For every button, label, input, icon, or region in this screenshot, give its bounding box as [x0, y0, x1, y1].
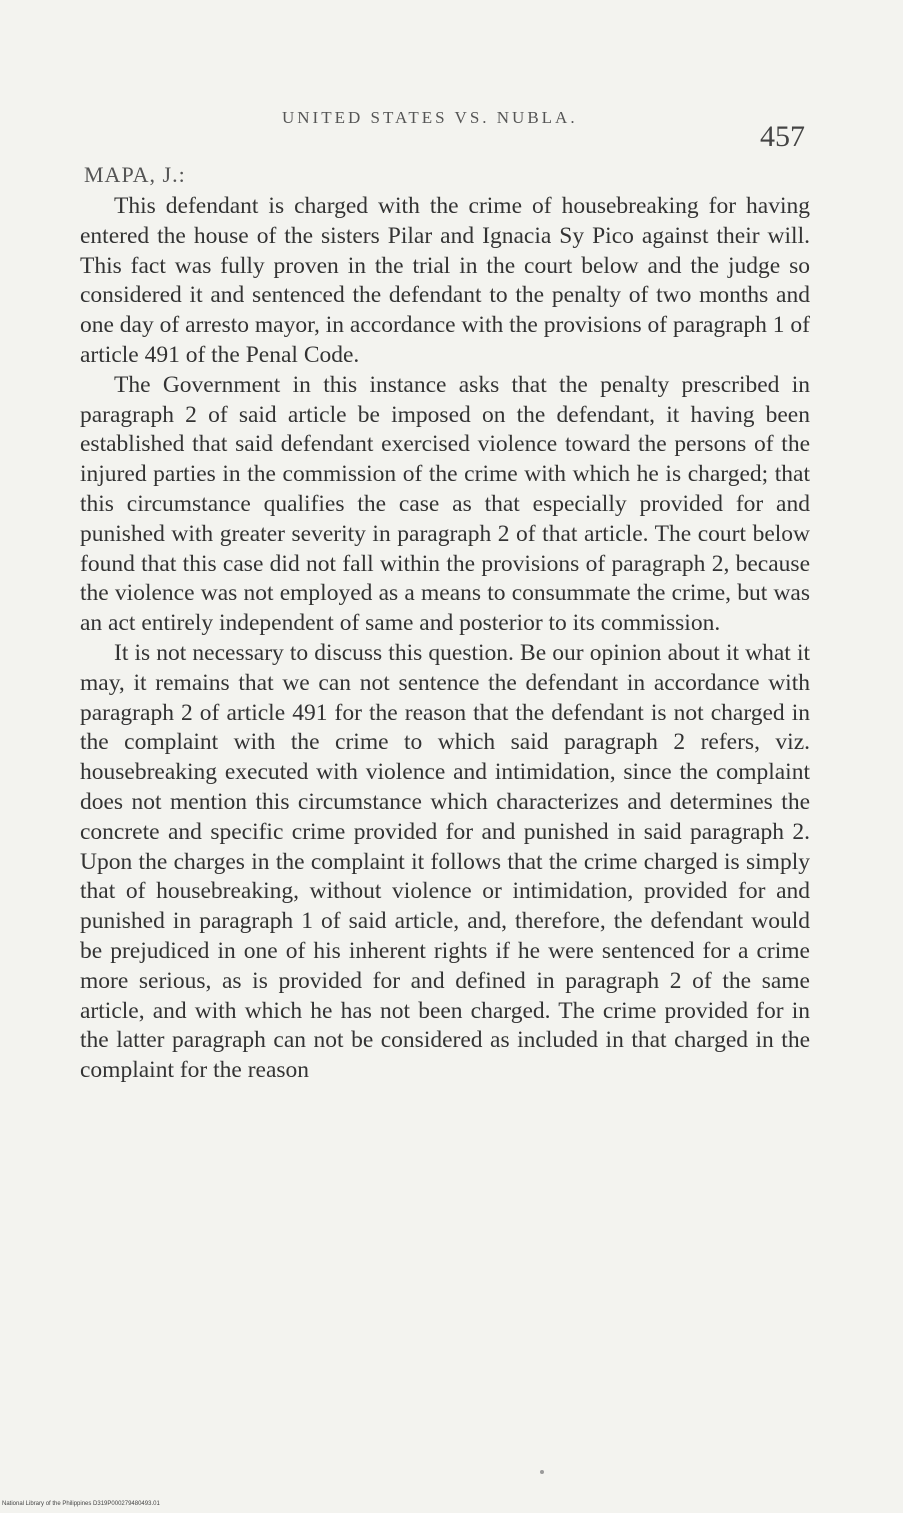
opinion-author: MAPA, J.:	[84, 162, 186, 187]
page-number: 457	[760, 120, 805, 153]
opinion-paragraph-1: This defendant is charged with the crime of housebreaking for having entered the house of the sisters Pilar and Ignacia Sy Pico against their will. This fact was fully proven in the trial in the court below and the judge so considered it and sentenced the defendant to the penalty of two months and one day of arresto mayor, in accordance with the provisions of paragraph 1 of article 491 of the Penal Code.	[80, 193, 810, 368]
opinion-paragraph-3: It is not necessary to discuss this question. Be our opinion about it what it may, it remains that we can not sentence the defendant in accordance with paragraph 2 of article 491 for the reason that the defendant is not charged in the complaint with the crime to which said paragraph 2 refers, viz. housebreaking executed with violence and intimidation, since the complaint does not mention this circumstance which characterizes and determines the concrete and specific crime provided for and punished in said paragraph 2. Upon the charges in the complaint it follows that the crime charged is simply that of housebreaking, without violence or intimidation, provided for and punished in paragraph 1 of said article, and, therefore, the defendant would be prejudiced in one of his inherent rights if he were sentenced for a crime more serious, as is provided for and defined in paragraph 2 of the same article, and with which he has not been charged. The crime provided for in the latter paragraph can not be considered as included in that charged in the complaint for the reason	[80, 639, 810, 1084]
footer-credit: National Library of the Philippines D319P000279480493.01	[2, 1501, 160, 1507]
running-head: UNITED STATES VS. NUBLA.	[282, 108, 578, 127]
scan-speck	[540, 1470, 544, 1474]
opinion-paragraph-2: The Government in this instance asks that the penalty prescribed in paragraph 2 of said article be imposed on the defendant, it having been established that said defendant exercised violence toward the persons of the injured parties in the commission of the crime with which he is charged; that this circumstance qualifies the case as that especially provided for and punished with greater severity in paragraph 2 of that article. The court below found that this case did not fall within the provisions of paragraph 2, because the violence was not employed as a means to consummate the crime, but was an act entirely independent of same and posterior to its commission.	[80, 371, 810, 637]
opinion-body	[80, 192, 810, 1086]
